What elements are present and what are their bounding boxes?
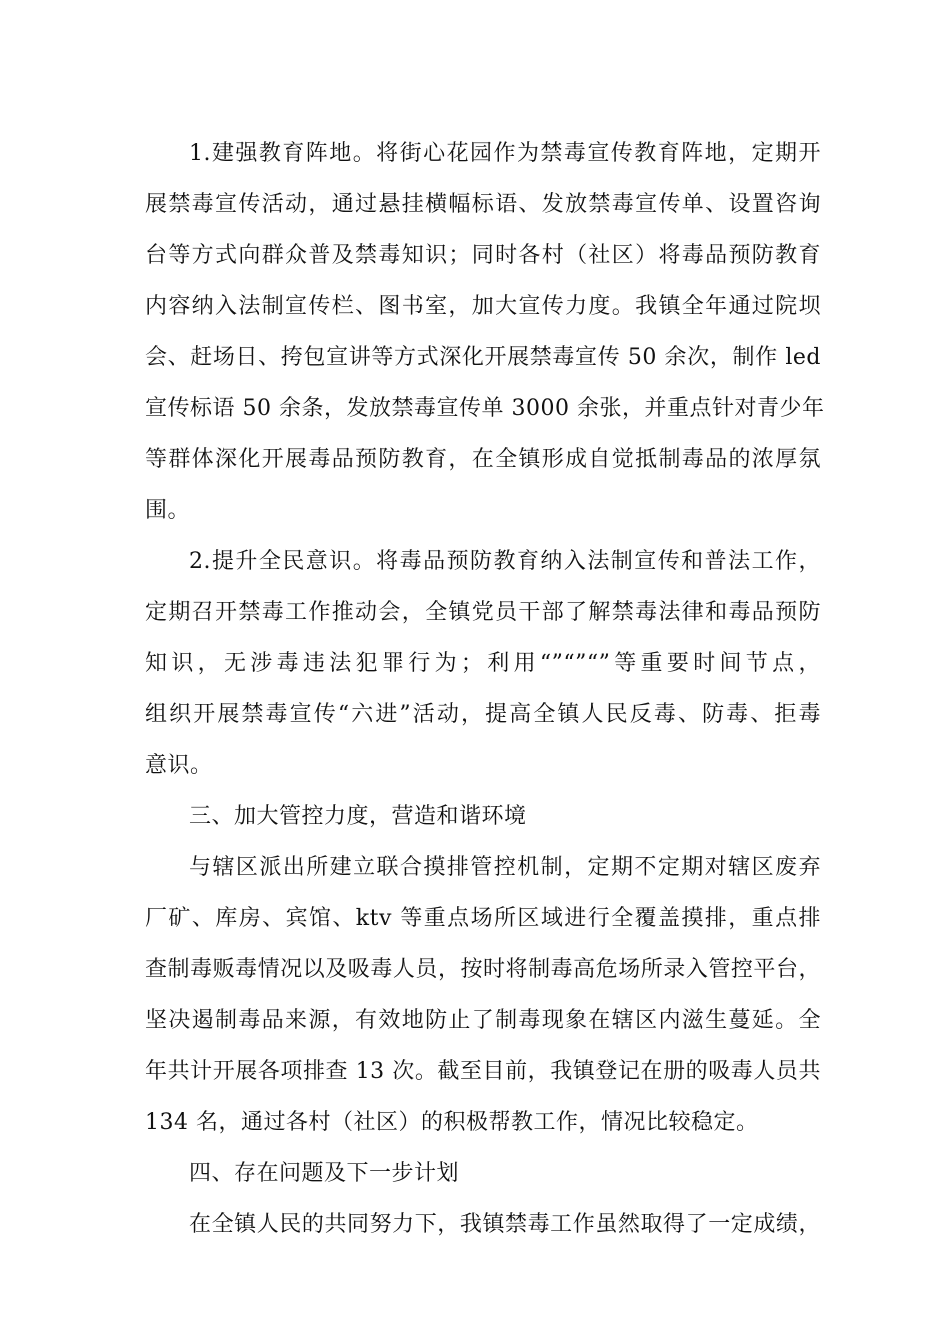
- paragraph-1-line-7: 等群体深化开展毒品预防教育，在全镇形成自觉抵制毒品的浓厚氛: [145, 447, 821, 472]
- paragraph-1-line-6: 宣传标语 50 余条，发放禁毒宣传单 3000 余张，并重点针对青少年: [145, 396, 825, 421]
- paragraph-2-line-3: 知识，无涉毒违法犯罪行为；利用“”“”“”等重要时间节点，: [145, 651, 821, 676]
- section-heading-4: 四、存在问题及下一步计划: [189, 1161, 460, 1186]
- paragraph-1-line-1: 1.建强教育阵地。将街心花园作为禁毒宣传教育阵地，定期开: [189, 141, 821, 166]
- paragraph-1-line-3: 台等方式向群众普及禁毒知识；同时各村（社区）将毒品预防教育: [145, 243, 821, 268]
- paragraph-3-line-4: 坚决遏制毒品来源，有效地防止了制毒现象在辖区内滋生蔓延。全: [145, 1008, 821, 1033]
- paragraph-1-line-4: 内容纳入法制宣传栏、图书室，加大宣传力度。我镇全年通过院坝: [145, 294, 821, 319]
- paragraph-4-line-1: 在全镇人民的共同努力下，我镇禁毒工作虽然取得了一定成绩，: [189, 1212, 821, 1237]
- paragraph-2-line-2: 定期召开禁毒工作推动会，全镇党员干部了解禁毒法律和毒品预防: [145, 600, 821, 625]
- paragraph-3-line-5: 年共计开展各项排查 13 次。截至目前，我镇登记在册的吸毒人员共: [145, 1059, 821, 1084]
- paragraph-3-line-6: 134 名，通过各村（社区）的积极帮教工作，情况比较稳定。: [145, 1110, 759, 1135]
- paragraph-3-line-1: 与辖区派出所建立联合摸排管控机制，定期不定期对辖区废弃: [189, 855, 821, 880]
- paragraph-2-line-5: 意识。: [145, 753, 213, 778]
- paragraph-1-line-2: 展禁毒宣传活动，通过悬挂横幅标语、发放禁毒宣传单、设置咨询: [145, 192, 821, 217]
- section-heading-3: 三、加大管控力度，营造和谐环境: [189, 804, 527, 829]
- paragraph-1-line-8: 围。: [145, 498, 191, 523]
- document-body: [145, 128, 825, 1250]
- paragraph-2-line-4: 组织开展禁毒宣传“六进”活动，提高全镇人民反毒、防毒、拒毒: [145, 702, 821, 727]
- paragraph-3-line-3: 查制毒贩毒情况以及吸毒人员，按时将制毒高危场所录入管控平台，: [145, 957, 821, 982]
- paragraph-1-line-5: 会、赶场日、挎包宣讲等方式深化开展禁毒宣传 50 余次，制作 led: [145, 345, 821, 370]
- paragraph-2-line-1: 2.提升全民意识。将毒品预防教育纳入法制宣传和普法工作，: [189, 549, 821, 574]
- paragraph-3-line-2: 厂矿、库房、宾馆、ktv 等重点场所区域进行全覆盖摸排，重点排: [145, 906, 821, 931]
